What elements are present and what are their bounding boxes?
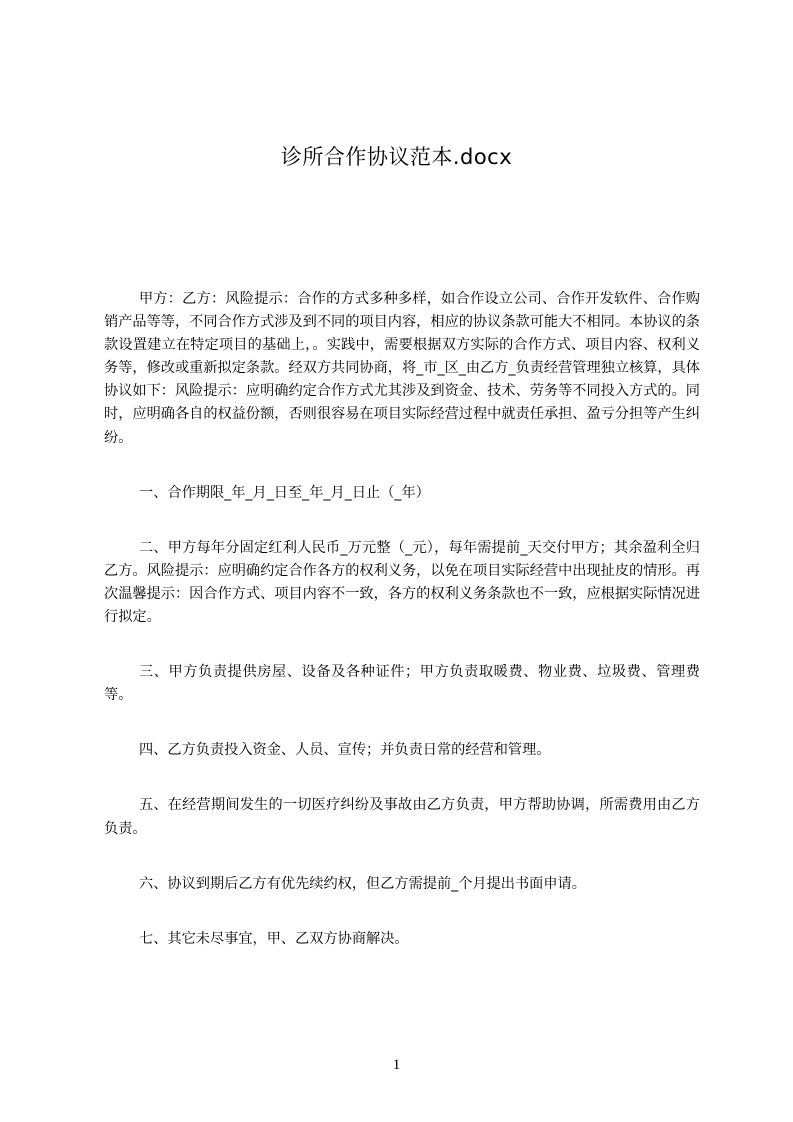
paragraph-clause-3: 三、甲方负责提供房屋、设备及各种证件；甲方负责取暖费、物业费、垃圾费、管理费等。	[104, 664, 700, 704]
paragraph-clause-7: 七、其它未尽事宜，甲、乙双方协商解决。	[139, 930, 409, 947]
paragraph-clause-2: 二、甲方每年分固定红利人民币_万元整（_元），每年需提前_天交付甲方；其余盈利全归乙方。风险提示：应明确约定合作各方的权利义务，以免在项目实际经营中出现扯皮的情形。再次温馨提示：因合作方式、项目内容不一致，各方的权利义务条款也不一致，应根据实际情况进行拟定。	[104, 539, 700, 626]
paragraph-preamble: 甲方：乙方：风险提示：合作的方式多种多样，如合作设立公司、合作开发软件、合作购销产品等等，不同合作方式涉及到不同的项目内容，相应的协议条款可能大不相同。本协议的条款设置建立在特定项目的基础上，。实践中，需要根据双方实际的合作方式、项目内容、权利义务等，修改或重新拟定条款。经双方共同协商，将_市_区_由乙方_负责经营管理独立核算，具体协议如下：风险提示：应明确约定合作方式尤其涉及到资金、技术、劳务等不同投入方式的。同时，应明确各自的权益份额，否则很容易在项目实际经营过程中就责任承担、盈亏分担等产生纠纷。	[104, 291, 700, 446]
paragraph-clause-1: 一、合作期限_年_月_日至_年_月_日止（_年）	[139, 484, 430, 501]
document-title: 诊所合作协议范本.docx	[280, 145, 513, 169]
paragraph-clause-6: 六、协议到期后乙方有优先续约权，但乙方需提前_个月提出书面申请。	[139, 875, 586, 892]
paragraph-clause-4: 四、乙方负责投入资金、人员、宣传；并负责日常的经营和管理。	[139, 742, 551, 759]
paragraph-clause-5: 五、在经营期间发生的一切医疗纠纷及事故由乙方负责，甲方帮助协调，所需费用由乙方负责。	[104, 797, 700, 837]
document-body	[104, 288, 700, 983]
page-number: 1	[392, 1057, 401, 1073]
